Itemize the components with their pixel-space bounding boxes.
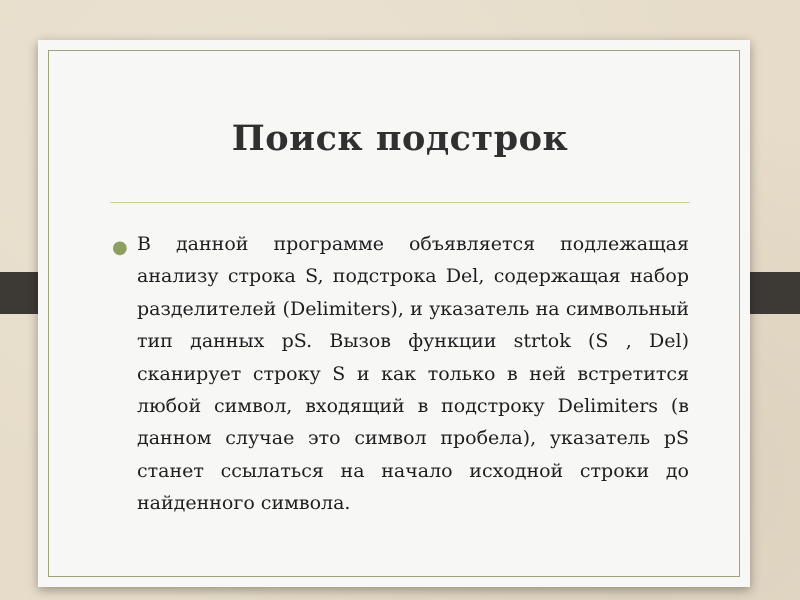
bullet-icon: ● xyxy=(112,237,128,258)
left-accent-bar xyxy=(0,272,38,314)
slide-body-text: В данной программе объявляется подлежащая анализу строка S, подстрока Del, содержащая набор разделителей (Delimiters), и указатель на символьный тип данных pS. Вызов функции strtok (S , Del) сканирует строку S и как только в ней встретится любой символ, входящий в подстроку Delimiters (в данном случае это символ пробела), указатель pS станет ссылаться на начало исходной строки до найденного символа. xyxy=(137,233,689,515)
slide-title: Поиск подстрок xyxy=(231,118,569,159)
title-divider xyxy=(110,202,690,203)
